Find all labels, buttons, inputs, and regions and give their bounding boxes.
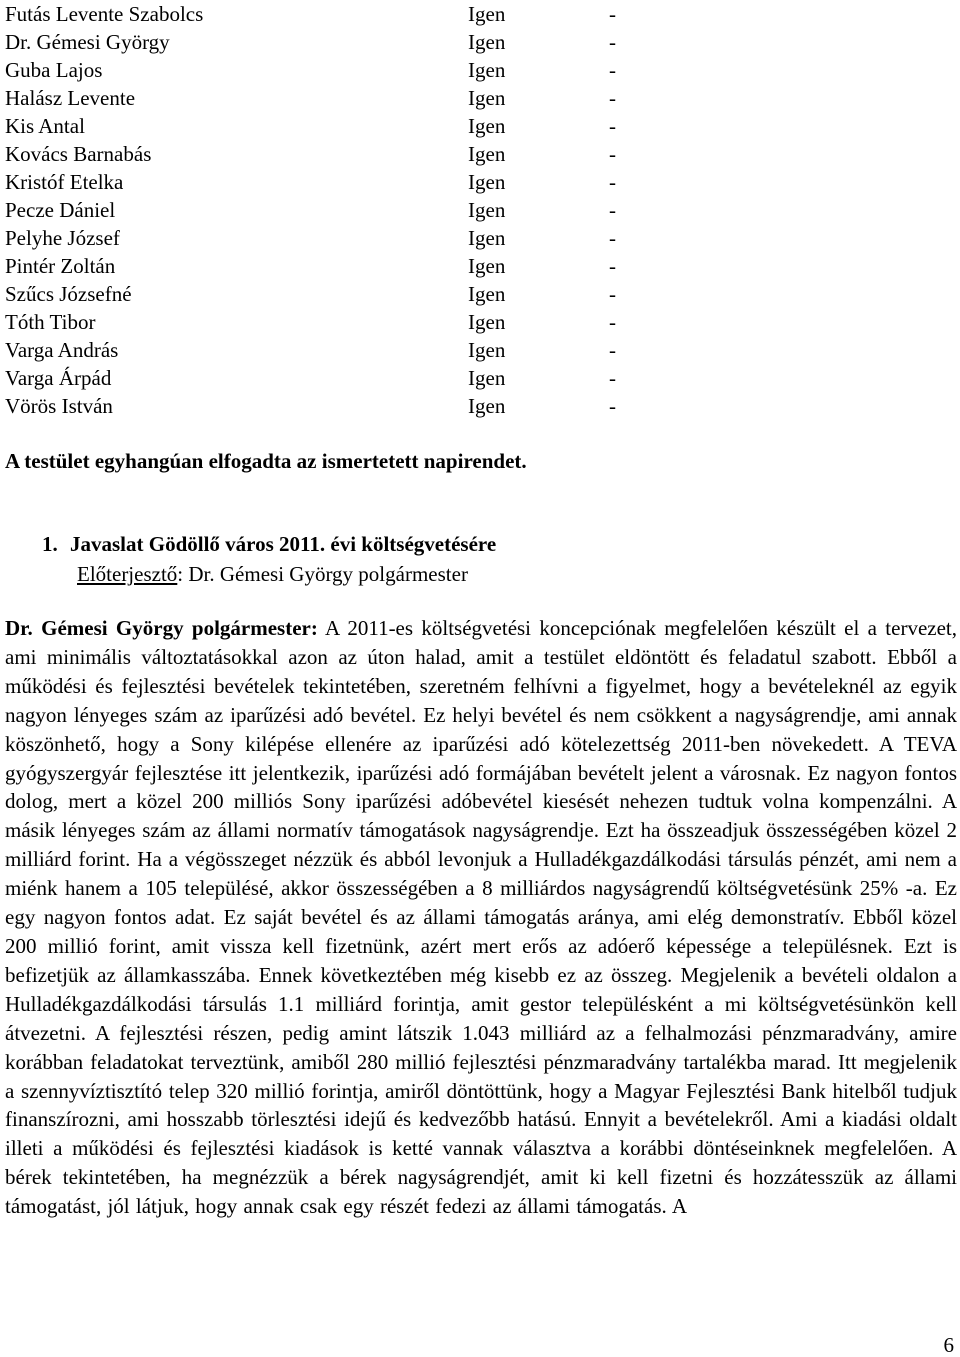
vote-dash: - — [609, 226, 616, 250]
vote-value: Igen — [468, 254, 506, 278]
vote-dash: - — [609, 142, 616, 166]
vote-dash: - — [609, 394, 616, 418]
page-number: 6 — [943, 1333, 954, 1357]
vote-dash: - — [609, 114, 616, 138]
vote-row — [5, 224, 705, 252]
voter-name: Guba Lajos — [5, 58, 103, 82]
vote-value: Igen — [468, 170, 506, 194]
vote-value: Igen — [468, 30, 506, 54]
voter-name: Pintér Zoltán — [5, 254, 116, 278]
vote-list — [5, 0, 705, 420]
vote-row — [5, 280, 705, 308]
vote-row — [5, 112, 705, 140]
vote-dash: - — [609, 338, 616, 362]
vote-dash: - — [609, 282, 616, 306]
vote-dash: - — [609, 366, 616, 390]
vote-value: Igen — [468, 310, 506, 334]
vote-row — [5, 364, 705, 392]
vote-row — [5, 336, 705, 364]
vote-dash: - — [609, 170, 616, 194]
vote-dash: - — [609, 2, 616, 26]
vote-dash: - — [609, 310, 616, 334]
vote-value: Igen — [468, 114, 506, 138]
vote-row — [5, 0, 705, 28]
agenda-title — [42, 530, 496, 558]
vote-row — [5, 308, 705, 336]
vote-row — [5, 28, 705, 56]
vote-value: Igen — [468, 142, 506, 166]
agenda-presenter — [77, 560, 468, 588]
speaker-name: Dr. Gémesi György polgármester: — [5, 616, 318, 640]
voter-name: Tóth Tibor — [5, 310, 96, 334]
vote-row — [5, 168, 705, 196]
voter-name: Futás Levente Szabolcs — [5, 2, 204, 26]
vote-value: Igen — [468, 198, 506, 222]
vote-row — [5, 56, 705, 84]
agenda-number: 1. — [42, 532, 58, 556]
voter-name: Pelyhe József — [5, 226, 120, 250]
speech-text: A 2011-es költségvetési koncepciónak megfelelően készült el a tervezet, ami minimális változtatásokkal azon az úton halad, amit a testület eldöntött és feladatul szabott. Ebből a működési és fejlesztési bevételek tekintetében, szeretném felhívni a figyelmet, hogy a bevételeknél az egyik nagyon lényeges szám az iparűzési adó bevétel. Ez helyi bevétel és nem csökkent a nagyságrendje, ami annak köszönhető, hogy a Sony kilépése ellenére az iparűzési adó kötelezettség 2011-ben növekedett. A TEVA gyógyszergyár fejlesztése itt jelentkezik, iparűzési adó formájában bevételt jelent a városnak. Ez nagyon fontos dolog, mert a közel 200 milliós Sony iparűzési adóbevétel kiesését nehezen tudtuk volna kompenzálni. A másik lényeges szám az állami normatív támogatások nagyságrendje. Ezt ha összeadjuk összességében közel 2 milliárd forint. Ha a végösszeget nézzük és abból levonjuk a Hulladékgazdálkodási társulás pénzét, ami nem a miénk hanem a 105 településé, akkor összességében a 8 milliárdos nagyságrendű költségvetésünk 25% -a. Ez egy nagyon fontos adat. Ez saját bevétel és az állami támogatás aránya, ami elég demonstratív. Ebből közel 200 millió forint, amit vissza kell fizetnünk, azért mert erős az adóerő képessége a településnek. Ezt is befizetjük az államkasszába. Ennek következtében még kisebb ez az összeg. Megjelenik a bevételi oldalon a Hulladékgazdálkodási társulás 1.1 milliárd forintja, amit gestor településként a mi költségvetésünkön kell átvezetni. A fejlesztési részen, pedig amint látszik 1.043 milliárd az a felhalmozási pénzmaradvány, amire korábban feladatokat terveztünk, amiből 280 millió fejlesztési pénzmaradvány tartalékba marad. Itt megjelenik a szennyvíztisztító telep 320 millió forintja, amiről döntöttünk, hogy a Magyar Fejlesztési Bank hitelből tudjuk finanszírozni, ami hosszabb törlesztési idejű és kedvezőbb hatású. Ennyit a bevételekről. Ami a kiadási oldalt illeti a működési és fejlesztési kiadások is ketté vannak választva a korábbi döntéseinknek megfelelően. A bérek tekintetében, ha megnézzük a bérek nagyságrendjét, amit ki kell fizetni és hozzátesszük az állami támogatást, jól látjuk, hogy annak csak egy részét fedezi az állami támogatás. A — [5, 616, 957, 1219]
voter-name: Pecze Dániel — [5, 198, 116, 222]
vote-value: Igen — [468, 86, 506, 110]
voter-name: Vörös István — [5, 394, 113, 418]
voter-name: Kis Antal — [5, 114, 85, 138]
voter-name: Dr. Gémesi György — [5, 30, 170, 54]
vote-dash: - — [609, 58, 616, 82]
vote-dash: - — [609, 198, 616, 222]
vote-dash: - — [609, 30, 616, 54]
voter-name: Varga Árpád — [5, 366, 112, 390]
vote-value: Igen — [468, 338, 506, 362]
vote-row — [5, 392, 705, 420]
presenter-name: : Dr. Gémesi György polgármester — [177, 562, 468, 586]
vote-value: Igen — [468, 282, 506, 306]
voter-name: Kovács Barnabás — [5, 142, 152, 166]
vote-row — [5, 252, 705, 280]
vote-dash: - — [609, 86, 616, 110]
vote-value: Igen — [468, 2, 506, 26]
vote-row — [5, 196, 705, 224]
agenda-title-text: Javaslat Gödöllő város 2011. évi költségvetésére — [70, 532, 497, 556]
vote-value: Igen — [468, 366, 506, 390]
vote-row — [5, 84, 705, 112]
vote-value: Igen — [468, 226, 506, 250]
vote-value: Igen — [468, 58, 506, 82]
voter-name: Varga András — [5, 338, 119, 362]
speech-paragraph — [5, 614, 957, 1221]
vote-dash: - — [609, 254, 616, 278]
presenter-label: Előterjesztő — [77, 562, 178, 586]
voter-name: Halász Levente — [5, 86, 136, 110]
voter-name: Szűcs Józsefné — [5, 282, 132, 306]
vote-row — [5, 140, 705, 168]
vote-result: A testület egyhangúan elfogadta az ismertetett napirendet. — [5, 449, 527, 473]
vote-value: Igen — [468, 394, 506, 418]
voter-name: Kristóf Etelka — [5, 170, 124, 194]
